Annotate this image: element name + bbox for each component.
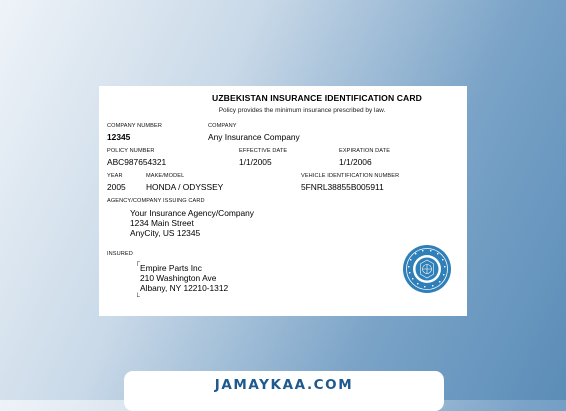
brand-watermark: JAMAYKAA.COM <box>214 377 354 393</box>
insured-line: Albany, NY 12210-1312 <box>140 283 229 293</box>
policy-number-value: ABC987654321 <box>107 157 167 167</box>
company-number-label: COMPANY NUMBER <box>107 123 162 129</box>
year-label: YEAR <box>107 173 123 179</box>
address-window-bottom-mark: └ <box>135 294 140 301</box>
insurance-seal-icon <box>402 244 452 294</box>
agency-line: AnyCity, US 12345 <box>130 228 201 238</box>
policy-number-label: POLICY NUMBER <box>107 148 155 154</box>
effective-date-label: EFFECTIVE DATE <box>239 148 288 154</box>
address-window-top-mark: ┌ <box>135 259 140 266</box>
year-value: 2005 <box>107 182 126 192</box>
company-label: COMPANY <box>208 123 237 129</box>
expiration-date-label: EXPIRATION DATE <box>339 148 391 154</box>
insured-line: 210 Washington Ave <box>140 273 217 283</box>
vin-value: 5FNRL38855B005911 <box>301 182 384 192</box>
make-model-value: HONDA / ODYSSEY <box>146 182 224 192</box>
agency-address <box>130 208 254 238</box>
insurance-card <box>99 86 467 316</box>
make-model-label: MAKE/MODEL <box>146 173 185 179</box>
card-subtitle: Policy provides the minimum insurance prescribed by law. <box>218 107 386 114</box>
footer-banner <box>124 371 444 411</box>
effective-date-value: 1/1/2005 <box>239 157 272 167</box>
expiration-date-value: 1/1/2006 <box>339 157 372 167</box>
insured-address <box>140 263 228 293</box>
insured-line: Empire Parts Inc <box>140 263 202 273</box>
company-value: Any Insurance Company <box>208 132 300 142</box>
agency-line: 1234 Main Street <box>130 218 194 228</box>
card-title: UZBEKISTAN INSURANCE IDENTIFICATION CARD <box>212 93 422 103</box>
vin-label: VEHICLE IDENTIFICATION NUMBER <box>301 173 400 179</box>
company-number-value: 12345 <box>107 132 131 142</box>
agency-line: Your Insurance Agency/Company <box>130 208 254 218</box>
insured-label: INSURED <box>107 251 133 257</box>
agency-label: AGENCY/COMPANY ISSUING CARD <box>107 198 205 204</box>
